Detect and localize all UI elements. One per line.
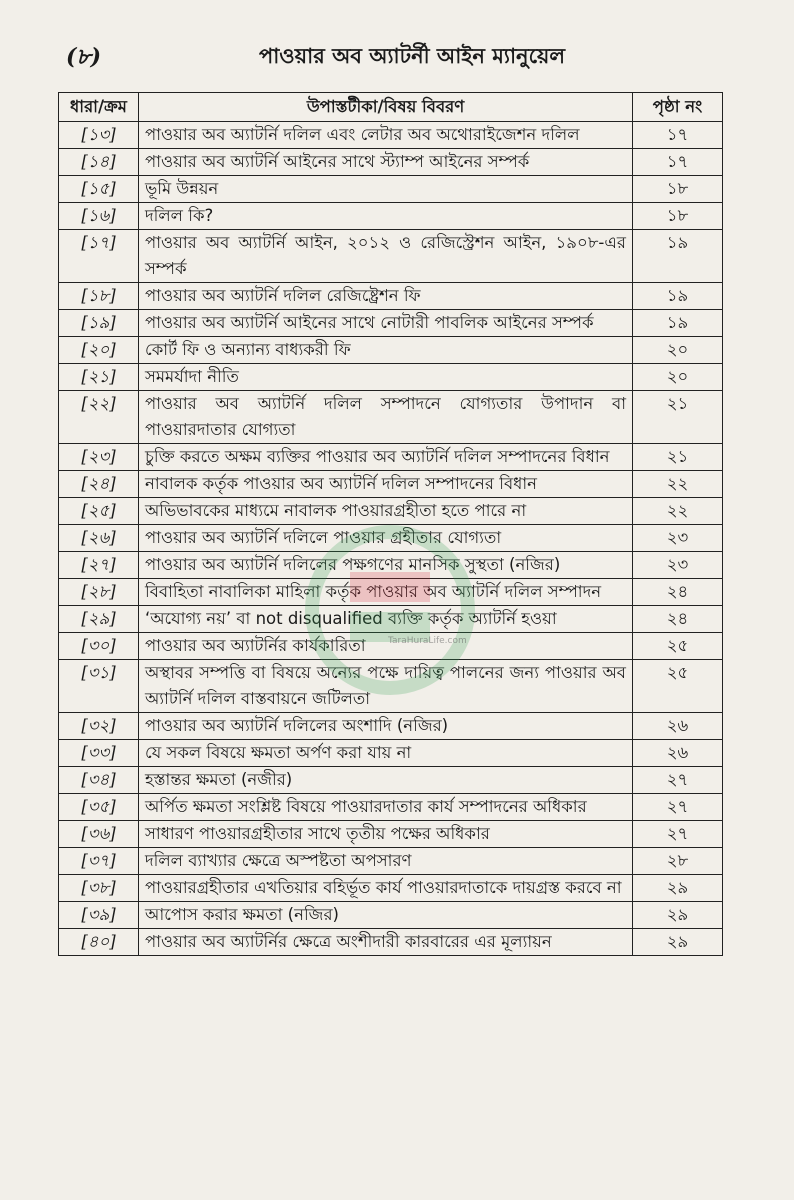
table-row (59, 444, 723, 471)
subject-text: বিবাহিতা নাবালিকা মাহিলা কর্তৃক পাওয়ার অব অ্যাটর্নি দলিল সম্পাদন (139, 579, 633, 606)
subject-text: সাধারণ পাওয়ারগ্রহীতার সাথে তৃতীয় পক্ষের অধিকার (139, 821, 633, 848)
table-row (59, 767, 723, 794)
subject-text: নাবালক কর্তৃক পাওয়ার অব অ্যাটর্নি দলিল সম্পাদনের বিধান (139, 471, 633, 498)
subject-text: যে সকল বিষয়ে ক্ষমতা অর্পণ করা যায় না (139, 740, 633, 767)
table-row (59, 391, 723, 444)
section-number: [২০] (59, 337, 139, 364)
table-row (59, 498, 723, 525)
section-number: [২১] (59, 364, 139, 391)
table-row (59, 740, 723, 767)
page-ref: ১৮ (633, 203, 723, 230)
subject-text: অস্থাবর সম্পত্তি বা বিষয়ে অন্যের পক্ষে দায়িত্ব পালনের জন্য পাওয়ার অব অ্যাটর্নি দলিল বাস্তবায়নে জটিলতা (139, 660, 633, 713)
page-ref: ২৯ (633, 875, 723, 902)
table-row (59, 606, 723, 633)
section-number: [২৮] (59, 579, 139, 606)
page-ref: ২২ (633, 471, 723, 498)
page-ref: ২৬ (633, 713, 723, 740)
section-number: [১৭] (59, 230, 139, 283)
section-number: [৩৩] (59, 740, 139, 767)
column-header-section: ধারা/ক্রম (59, 93, 139, 122)
subject-text: হস্তান্তর ক্ষমতা (নজীর) (139, 767, 633, 794)
subject-text: পাওয়ার অব অ্যাটর্নি আইনের সাথে নোটারী পাবলিক আইনের সম্পর্ক (139, 310, 633, 337)
subject-text: অর্পিত ক্ষমতা সংশ্লিষ্ট বিষয়ে পাওয়ারদাতার কার্য সম্পাদনের অধিকার (139, 794, 633, 821)
subject-text: ‘অযোগ্য নয়’ বা not disqualified ব্যক্তি কর্তৃক অ্যাটর্নি হওয়া (139, 606, 633, 633)
page-ref: ২১ (633, 391, 723, 444)
section-number: [২২] (59, 391, 139, 444)
table-row (59, 310, 723, 337)
subject-text: পাওয়ার অব অ্যাটর্নি দলিলে পাওয়ার গ্রহীতার যোগ্যতা (139, 525, 633, 552)
page-ref: ২৯ (633, 929, 723, 956)
page-header (0, 0, 794, 86)
page-ref: ২৩ (633, 525, 723, 552)
section-number: [২৫] (59, 498, 139, 525)
subject-text: পাওয়ার অব অ্যাটর্নির কার্যকারিতা (139, 633, 633, 660)
page-ref: ১৯ (633, 310, 723, 337)
section-number: [৩৯] (59, 902, 139, 929)
section-number: [১৬] (59, 203, 139, 230)
section-number: [১৫] (59, 176, 139, 203)
table-row (59, 902, 723, 929)
table-header-row (59, 93, 723, 122)
subject-text: অভিভাবকের মাধ্যমে নাবালক পাওয়ারগ্রহীতা হতে পারে না (139, 498, 633, 525)
table-row (59, 552, 723, 579)
table-row (59, 230, 723, 283)
section-number: [৩৬] (59, 821, 139, 848)
table-row (59, 203, 723, 230)
section-number: [২৭] (59, 552, 139, 579)
page-ref: ২০ (633, 337, 723, 364)
page-ref: ১৭ (633, 149, 723, 176)
section-number: [৩৪] (59, 767, 139, 794)
table-row (59, 579, 723, 606)
watermark-url: TaraHuraLife.com (388, 636, 467, 646)
subject-text: চুক্তি করতে অক্ষম ব্যক্তির পাওয়ার অব অ্যাটর্নি দলিল সম্পাদনের বিধান (139, 444, 633, 471)
table-row (59, 848, 723, 875)
table-row (59, 794, 723, 821)
section-number: [১৪] (59, 149, 139, 176)
section-number: [১৯] (59, 310, 139, 337)
page-ref: ২০ (633, 364, 723, 391)
table-row (59, 149, 723, 176)
table-row (59, 176, 723, 203)
table-row (59, 713, 723, 740)
page-ref: ১৯ (633, 230, 723, 283)
table-row (59, 364, 723, 391)
section-number: [১৩] (59, 122, 139, 149)
subject-text: সমমর্যাদা নীতি (139, 364, 633, 391)
subject-text: আপোস করার ক্ষমতা (নজির) (139, 902, 633, 929)
page-ref: ২৫ (633, 660, 723, 713)
page-ref: ২৭ (633, 821, 723, 848)
section-number: [৩৫] (59, 794, 139, 821)
table-row (59, 122, 723, 149)
subject-text: পাওয়ার অব অ্যাটর্নির ক্ষেত্রে অংশীদারী কারবারের এর মূল্যায়ন (139, 929, 633, 956)
subject-text: পাওয়ারগ্রহীতার এখতিয়ার বহির্ভূত কার্য পাওয়ারদাতাকে দায়গ্রস্ত করবে না (139, 875, 633, 902)
column-header-subject: উপাস্তটীকা/বিষয় বিবরণ (139, 93, 633, 122)
section-number: [৩২] (59, 713, 139, 740)
subject-text: পাওয়ার অব অ্যাটর্নি দলিল সম্পাদনে যোগ্যতার উপাদান বা পাওয়ারদাতার যোগ্যতা (139, 391, 633, 444)
section-number: [২৯] (59, 606, 139, 633)
table-row (59, 929, 723, 956)
page-ref: ২৭ (633, 794, 723, 821)
page-number: (৮) (66, 44, 102, 70)
section-number: [২৩] (59, 444, 139, 471)
page-ref: ২৫ (633, 633, 723, 660)
column-header-page: পৃষ্ঠা নং (633, 93, 723, 122)
page-ref: ২৩ (633, 552, 723, 579)
table-row (59, 821, 723, 848)
page-ref: ১৯ (633, 283, 723, 310)
section-number: [৩৮] (59, 875, 139, 902)
subject-text: কোর্ট ফি ও অন্যান্য বাধ্যকরী ফি (139, 337, 633, 364)
page-ref: ২৪ (633, 606, 723, 633)
section-number: [৩৭] (59, 848, 139, 875)
table-row (59, 337, 723, 364)
section-number: [১৮] (59, 283, 139, 310)
page-ref: ১৮ (633, 176, 723, 203)
contents-table (58, 92, 723, 956)
subject-text: পাওয়ার অব অ্যাটর্নি দলিলের পক্ষগণের মানসিক সুস্থতা (নজির) (139, 552, 633, 579)
subject-text: পাওয়ার অব অ্যাটর্নি দলিলের অংশাদি (নজির) (139, 713, 633, 740)
page-ref: ২৭ (633, 767, 723, 794)
subject-text: পাওয়ার অব অ্যাটর্নি আইনের সাথে স্ট্যাম্প আইনের সম্পর্ক (139, 149, 633, 176)
subject-text: দলিল কি? (139, 203, 633, 230)
table-row (59, 875, 723, 902)
table-row (59, 283, 723, 310)
page-ref: ২৪ (633, 579, 723, 606)
subject-text: দলিল ব্যাখ্যার ক্ষেত্রে অস্পষ্টতা অপসারণ (139, 848, 633, 875)
page-ref: ২৯ (633, 902, 723, 929)
section-number: [২৬] (59, 525, 139, 552)
page-ref: ২৬ (633, 740, 723, 767)
table-row (59, 525, 723, 552)
subject-text: ভূমি উন্নয়ন (139, 176, 633, 203)
page-ref: ১৭ (633, 122, 723, 149)
subject-text: পাওয়ার অব অ্যাটর্নি আইন, ২০১২ ও রেজিস্ট্রেশন আইন, ১৯০৮-এর সম্পর্ক (139, 230, 633, 283)
section-number: [৪০] (59, 929, 139, 956)
book-title: পাওয়ার অব অ্যাটর্নী আইন ম্যানুয়েল (258, 44, 566, 68)
page-ref: ২২ (633, 498, 723, 525)
section-number: [৩১] (59, 660, 139, 713)
page-ref: ২৮ (633, 848, 723, 875)
subject-text: পাওয়ার অব অ্যাটর্নি দলিল এবং লেটার অব অথোরাইজেশন দলিল (139, 122, 633, 149)
subject-text: পাওয়ার অব অ্যাটর্নি দলিল রেজিষ্ট্রেশন ফি (139, 283, 633, 310)
page-ref: ২১ (633, 444, 723, 471)
table-row (59, 660, 723, 713)
table-row (59, 471, 723, 498)
section-number: [২৪] (59, 471, 139, 498)
section-number: [৩০] (59, 633, 139, 660)
